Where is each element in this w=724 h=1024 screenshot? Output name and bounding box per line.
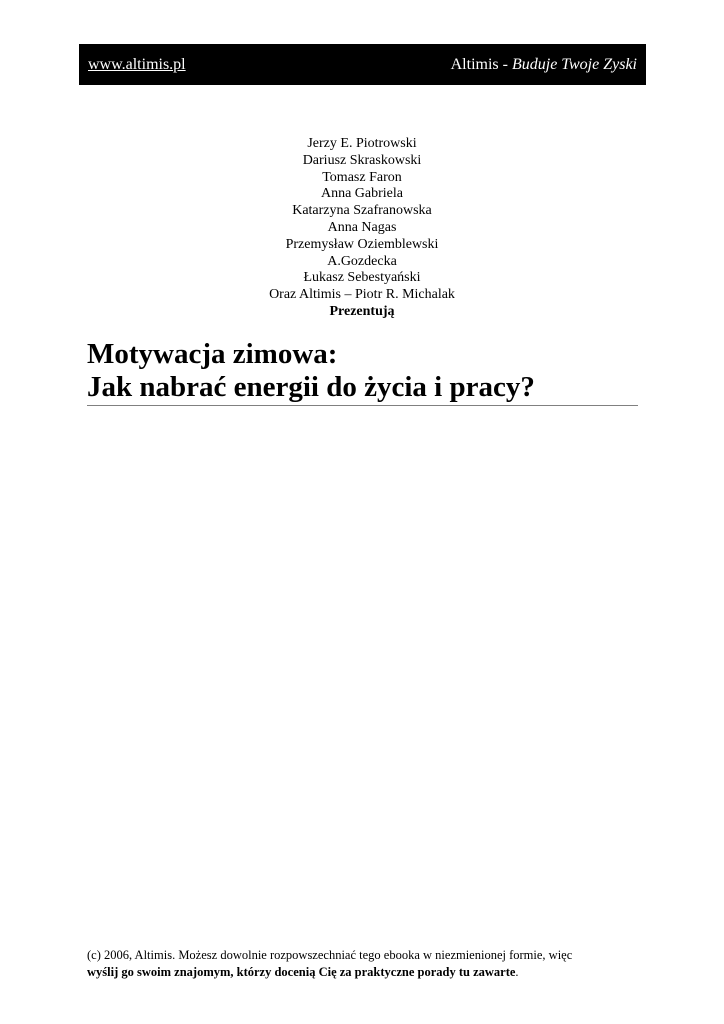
author-name: Anna Nagas [327,219,397,235]
header-separator: - [498,55,512,73]
title-line-1: Motywacja zimowa: [87,338,338,370]
author-name: Katarzyna Szafranowska [292,203,432,219]
author-name: Jerzy E. Piotrowski [307,136,417,151]
title-line-2: Jak nabrać energii do życia i pracy? [87,371,535,403]
author-name: Łukasz Sebestyański [303,270,421,286]
tagline: Buduje Twoje Zyski [511,55,637,73]
footer-share-text: wyślij go swoim znajomym, którzy docenią Cię za praktyczne porady tu zawarte [87,965,516,979]
author-name: A.Gozdecka [327,253,397,269]
author-name: Przemysław Oziemblewski [285,236,439,252]
brand-name: Altimis [450,55,499,73]
copyright-footer [87,947,647,981]
footer-line-2 [87,964,647,981]
author-name: Tomasz Faron [322,169,402,185]
header-brand-tagline [451,56,637,74]
document-title [87,338,638,406]
presents-label: Prezentują [329,303,395,319]
footer-line-1: (c) 2006, Altimis. Możesz dowolnie rozpowszechniać tego ebooka w niezmienionej formie, więc [87,948,573,962]
author-name: Dariusz Skraskowski [302,152,422,168]
page-header [79,44,646,85]
site-link[interactable]: www.altimis.pl [88,55,186,73]
author-name: Anna Gabriela [320,186,404,202]
author-name: Oraz Altimis – Piotr R. Michalak [269,287,455,303]
authors-list [0,136,724,321]
footer-period: . [515,965,519,979]
